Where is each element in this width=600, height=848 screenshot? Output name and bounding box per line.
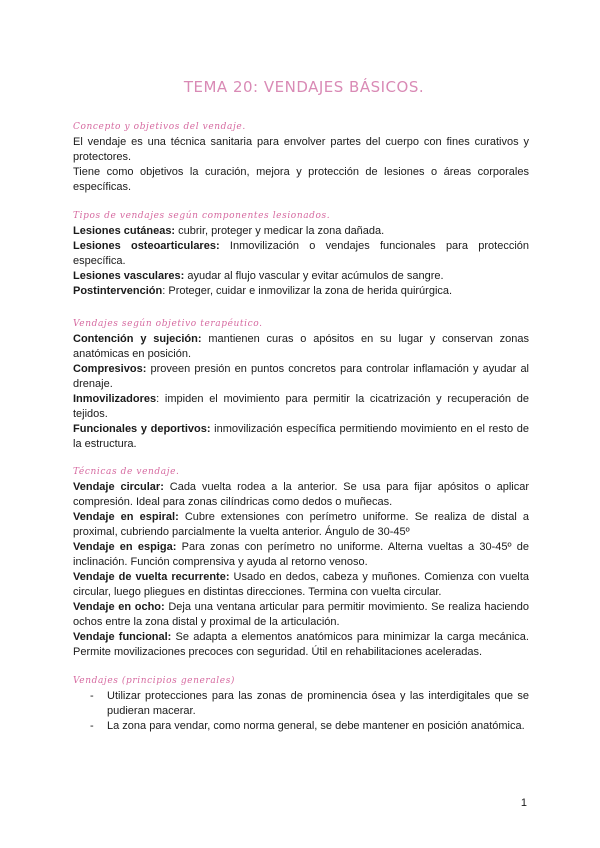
- objetivo-item-text: : impiden el movimiento para permitir la cicatrización y recuperación de tejidos.: [73, 393, 529, 420]
- list-item: [73, 719, 529, 734]
- section-heading-objetivo: Vendajes según objetivo terapéutico.: [73, 319, 263, 329]
- principios-list: [73, 689, 529, 734]
- objetivo-item-term: Funcionales y deportivos:: [73, 423, 211, 435]
- objetivo-item-term: Inmovilizadores: [73, 393, 157, 405]
- tecnicas-item-term: Vendaje de vuelta recurrente:: [73, 571, 230, 583]
- tecnicas-item-term: Vendaje en espiral:: [73, 511, 179, 523]
- page-number: 1: [520, 797, 527, 809]
- tecnicas-item: [73, 570, 529, 600]
- tipos-item-text: ayudar al flujo vascular y evitar acúmulos de sangre.: [184, 270, 444, 282]
- objetivo-item: [73, 362, 529, 392]
- tipos-item: [73, 284, 529, 299]
- section-principios: [73, 674, 529, 734]
- section-heading-tipos: Tipos de vendajes según componentes lesionados.: [73, 211, 331, 221]
- tecnicas-item: [73, 630, 529, 660]
- objetivo-item-text: proveen presión en puntos concretos para controlar inflamación y ayudar al drenaje.: [73, 363, 529, 390]
- tecnicas-item-text: Para zonas con perímetro no uniforme. Alterna vueltas a 30-45º de inclinación. Función comprensiva y ayuda al retorno venoso.: [73, 541, 529, 568]
- tecnicas-item-text: Cada vuelta rodea a la anterior. Se usa para fijar apósitos o aplicar compresión. Ideal para zonas cilíndricas como dedos o muñecas.: [73, 481, 529, 508]
- objetivo-item: [73, 332, 529, 362]
- list-item-text: La zona para vendar, como norma general, se debe mantener en posición anatómica.: [107, 720, 525, 732]
- objetivo-item-term: Contención y sujeción:: [73, 333, 202, 345]
- dash-bullet: -: [90, 690, 94, 702]
- tipos-item-text: cubrir, proteger y medicar la zona dañada.: [175, 225, 385, 237]
- tecnicas-item-term: Vendaje funcional:: [73, 631, 172, 643]
- tipos-item-term: Postintervención: [73, 285, 163, 297]
- tecnicas-item: [73, 540, 529, 570]
- list-item-text: Utilizar protecciones para las zonas de prominencia ósea y las interdigitales que se pudieran macerar.: [107, 690, 529, 717]
- section-tecnicas: [73, 465, 529, 660]
- section-concepto: [73, 120, 529, 195]
- dash-bullet: -: [90, 720, 94, 732]
- objetivo-item-text: inmovilización específica permitiendo movimiento en el resto de la estructura.: [73, 423, 529, 450]
- objetivo-item-term: Compresivos:: [73, 363, 147, 375]
- tecnicas-item-text: Cubre extensiones con perímetro uniforme. Se realiza de distal a proximal, cubriendo parcialmente la vuelta anterior. Ángulo de 30-45º: [73, 511, 529, 538]
- section-tipos: [73, 209, 529, 299]
- objetivo-item-text: mantienen curas o apósitos en su lugar y conservan zonas anatómicas en posición.: [73, 333, 529, 360]
- tecnicas-item-term: Vendaje en ocho:: [73, 601, 165, 613]
- tecnicas-item: [73, 480, 529, 510]
- tecnicas-item: [73, 600, 529, 630]
- concepto-paragraph-1: El vendaje es una técnica sanitaria para envolver partes del cuerpo con fines curativos y protectores.: [73, 136, 529, 163]
- tipos-item: [73, 239, 529, 269]
- objetivo-item: [73, 422, 529, 452]
- section-objetivo: [73, 317, 529, 452]
- tecnicas-item-text: Se adapta a elementos anatómicos para minimizar la carga mecánica. Permite movilizaciones precoces con seguridad. Útil en rehabilitaciones aceleradas.: [73, 631, 529, 658]
- tipos-item: [73, 224, 529, 239]
- tipos-item-term: Lesiones cutáneas:: [73, 225, 176, 237]
- tecnicas-item-text: Deja una ventana articular para permitir movimiento. Se realiza haciendo ochos entre la zona distal y proximal de la articulación.: [73, 601, 529, 628]
- tipos-item-text: Inmovilización o vendajes funcionales para protección específica.: [73, 240, 529, 267]
- tecnicas-item-term: Vendaje en espiga:: [73, 541, 177, 553]
- section-heading-concepto: Concepto y objetivos del vendaje.: [73, 122, 246, 132]
- concepto-paragraph-2: Tiene como objetivos la curación, mejora y protección de lesiones o áreas corporales específicas.: [73, 166, 529, 193]
- tipos-item: [73, 269, 529, 284]
- section-heading-tecnicas: Técnicas de vendaje.: [73, 467, 180, 477]
- tipos-item-text: : Proteger, cuidar e inmovilizar la zona de herida quirúrgica.: [162, 285, 453, 297]
- objetivo-item: [73, 392, 529, 422]
- tecnicas-item-text: Usado en dedos, cabeza y muñones. Comienza con vuelta circular, luego pliegues en distintas direcciones. Termina con vuelta circular.: [73, 571, 530, 598]
- list-item: [73, 689, 529, 719]
- tipos-item-term: Lesiones vasculares:: [73, 270, 185, 282]
- tecnicas-item-term: Vendaje circular:: [73, 481, 164, 493]
- section-heading-principios: Vendajes (principios generales): [73, 676, 236, 686]
- tipos-item-term: Lesiones osteoarticulares:: [73, 240, 220, 252]
- page-title: TEMA 20: VENDAJES BÁSICOS.: [183, 78, 425, 96]
- tecnicas-item: [73, 510, 529, 540]
